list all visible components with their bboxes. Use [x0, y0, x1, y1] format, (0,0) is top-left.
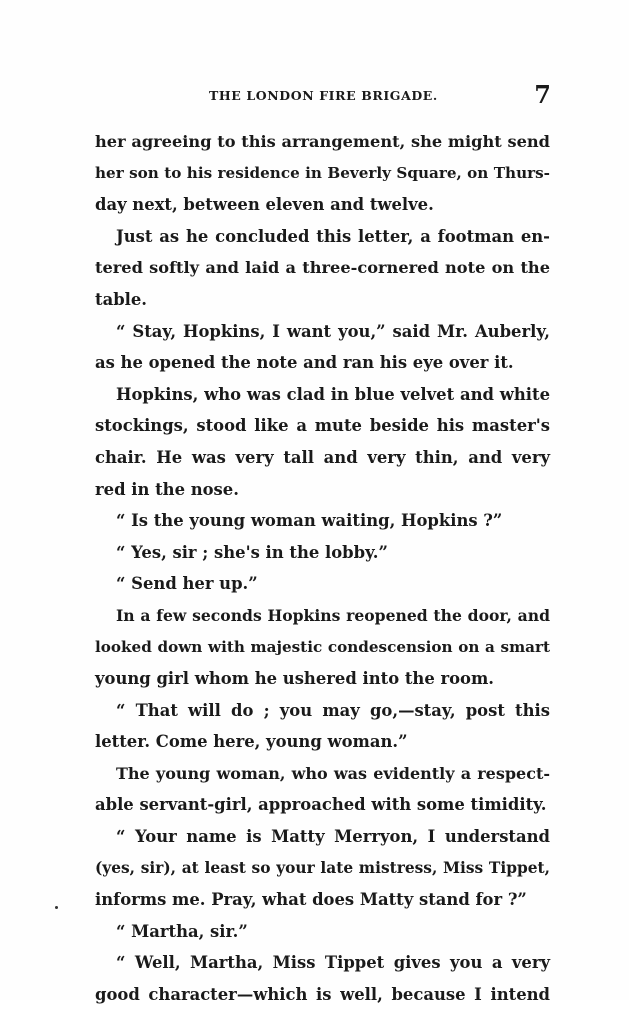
text-line: looked down with majestic condescension on a smart — [95, 637, 550, 656]
text-line: Hopkins, who was clad in blue velvet and white — [116, 384, 550, 404]
text-line: “ Martha, sir.” — [116, 921, 248, 941]
text-line: chair. He was very tall and very thin, and very — [95, 447, 550, 467]
text-line: as he opened the note and ran his eye over it. — [95, 353, 514, 373]
text-line: young girl whom he ushered into the room. — [95, 669, 495, 689]
text-line: “ Your name is Matty Merryon, I understand — [116, 827, 550, 847]
text-line: “ Send her up.” — [116, 574, 258, 594]
text-line: tered softly and laid a three-cornered note on the — [95, 258, 550, 278]
text-line: “ Yes, sir ; she's in the lobby.” — [116, 542, 388, 562]
text-line: her son to his residence in Beverly Square, on Thurs- — [95, 163, 550, 182]
text-line: table. — [95, 289, 148, 309]
running-head — [95, 82, 555, 112]
text-line: “ Well, Martha, Miss Tippet gives you a very — [116, 953, 550, 973]
text-line: red in the nose. — [95, 479, 239, 499]
text-line: Just as he concluded this letter, a footman en- — [116, 226, 550, 246]
page-number: 7 — [534, 80, 551, 109]
text-line: “ Is the young woman waiting, Hopkins ?” — [116, 511, 503, 531]
text-line: her agreeing to this arrangement, she might send — [95, 132, 550, 151]
text-line: letter. Come here, young woman.” — [95, 732, 408, 752]
text-line: day next, between eleven and twelve. — [95, 195, 434, 215]
text-line: stockings, stood like a mute beside his master's — [95, 416, 550, 436]
text-line: The young woman, who was evidently a respect- — [116, 763, 550, 783]
text-line: “ Stay, Hopkins, I want you,” said Mr. Auberly, — [116, 321, 550, 341]
text-line: “ That will do ; you may go,—stay, post this — [116, 700, 550, 720]
body-text — [95, 126, 550, 1011]
running-title: THE LONDON FIRE BRIGADE. — [209, 88, 438, 103]
text-line: In a few seconds Hopkins reopened the door, and — [116, 605, 550, 625]
text-line: good character—which is well, because I intend — [95, 985, 550, 1005]
text-line: able servant-girl, approached with some timidity. — [95, 795, 547, 815]
text-line: informs me. Pray, what does Matty stand for ?” — [95, 890, 527, 910]
ink-speck — [55, 906, 58, 909]
text-line: (yes, sir), at least so your late mistress, Miss Tippet, — [95, 858, 550, 877]
